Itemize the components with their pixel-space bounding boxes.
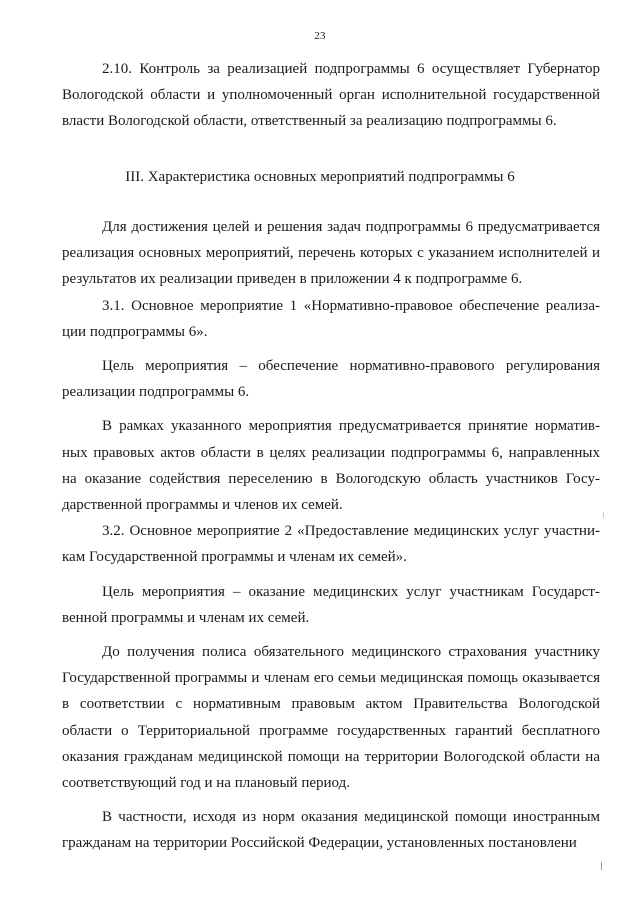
paragraph-3-1-description: В рамках указанного мероприятия предусматривается принятие нормативных правовых актов области в целях реализации подпрограммы 6, направленных на оказание содействия переселению в Вологодскую область участников Государственной программы и членов их семей. — [62, 418, 600, 514]
scan-artifact-mark — [601, 862, 602, 870]
paragraph-3-2: 3.2. Основное мероприятие 2 «Предоставление медицинских услуг участникам Государственной программы и членам их семей». — [62, 523, 600, 566]
section-2-block — [62, 56, 600, 135]
paragraph-medical-policy: До получения полиса обязательного медицинского страхования участнику Государственной программы и членам его семьи медицинская помощь оказывается в соответствии с нормативным правовым актом Правительства Вологодской области о Территориальной программе государственных гарантий бесплатного оказания гражданам медицинской помощи на территории Вологодской области на соответствующий год и на плановый период. — [62, 644, 600, 792]
page-number: 23 — [314, 30, 326, 42]
paragraph-3-2-goal: Цель мероприятия – оказание медицинских услуг участникам Государственной программы и членам их семей. — [62, 583, 600, 626]
paragraph-intro: Для достижения целей и решения задач подпрограммы 6 предусматривается реализация основных мероприятий, перечень которых с указанием исполнителей и результатов их реализации приведен в приложении 4 к подпрограмме 6. — [62, 219, 600, 288]
scan-artifact-mark — [603, 512, 604, 518]
paragraph-2-10: 2.10. Контроль за реализацией подпрограммы 6 осуществляет Губернатор Вологодской области и уполномоченный орган исполнительной государственной власти Вологодской области, ответственный за реализацию подпрограммы 6. — [62, 61, 600, 130]
section-heading: III. Характеристика основных мероприятий подпрограммы 6 — [125, 169, 515, 185]
paragraph-foreign-citizens: В частности, исходя из норм оказания медицинской помощи иностранным гражданам на территории Российской Федерации, установленных постановлени — [62, 809, 600, 852]
paragraph-3-1-goal: Цель мероприятия – обеспечение нормативно-правового регулирования реализации подпрограммы 6. — [62, 358, 600, 401]
paragraph-3-1: 3.1. Основное мероприятие 1 «Нормативно-правовое обеспечение реализации подпрограммы 6». — [62, 297, 600, 340]
section-3-block — [62, 214, 600, 857]
